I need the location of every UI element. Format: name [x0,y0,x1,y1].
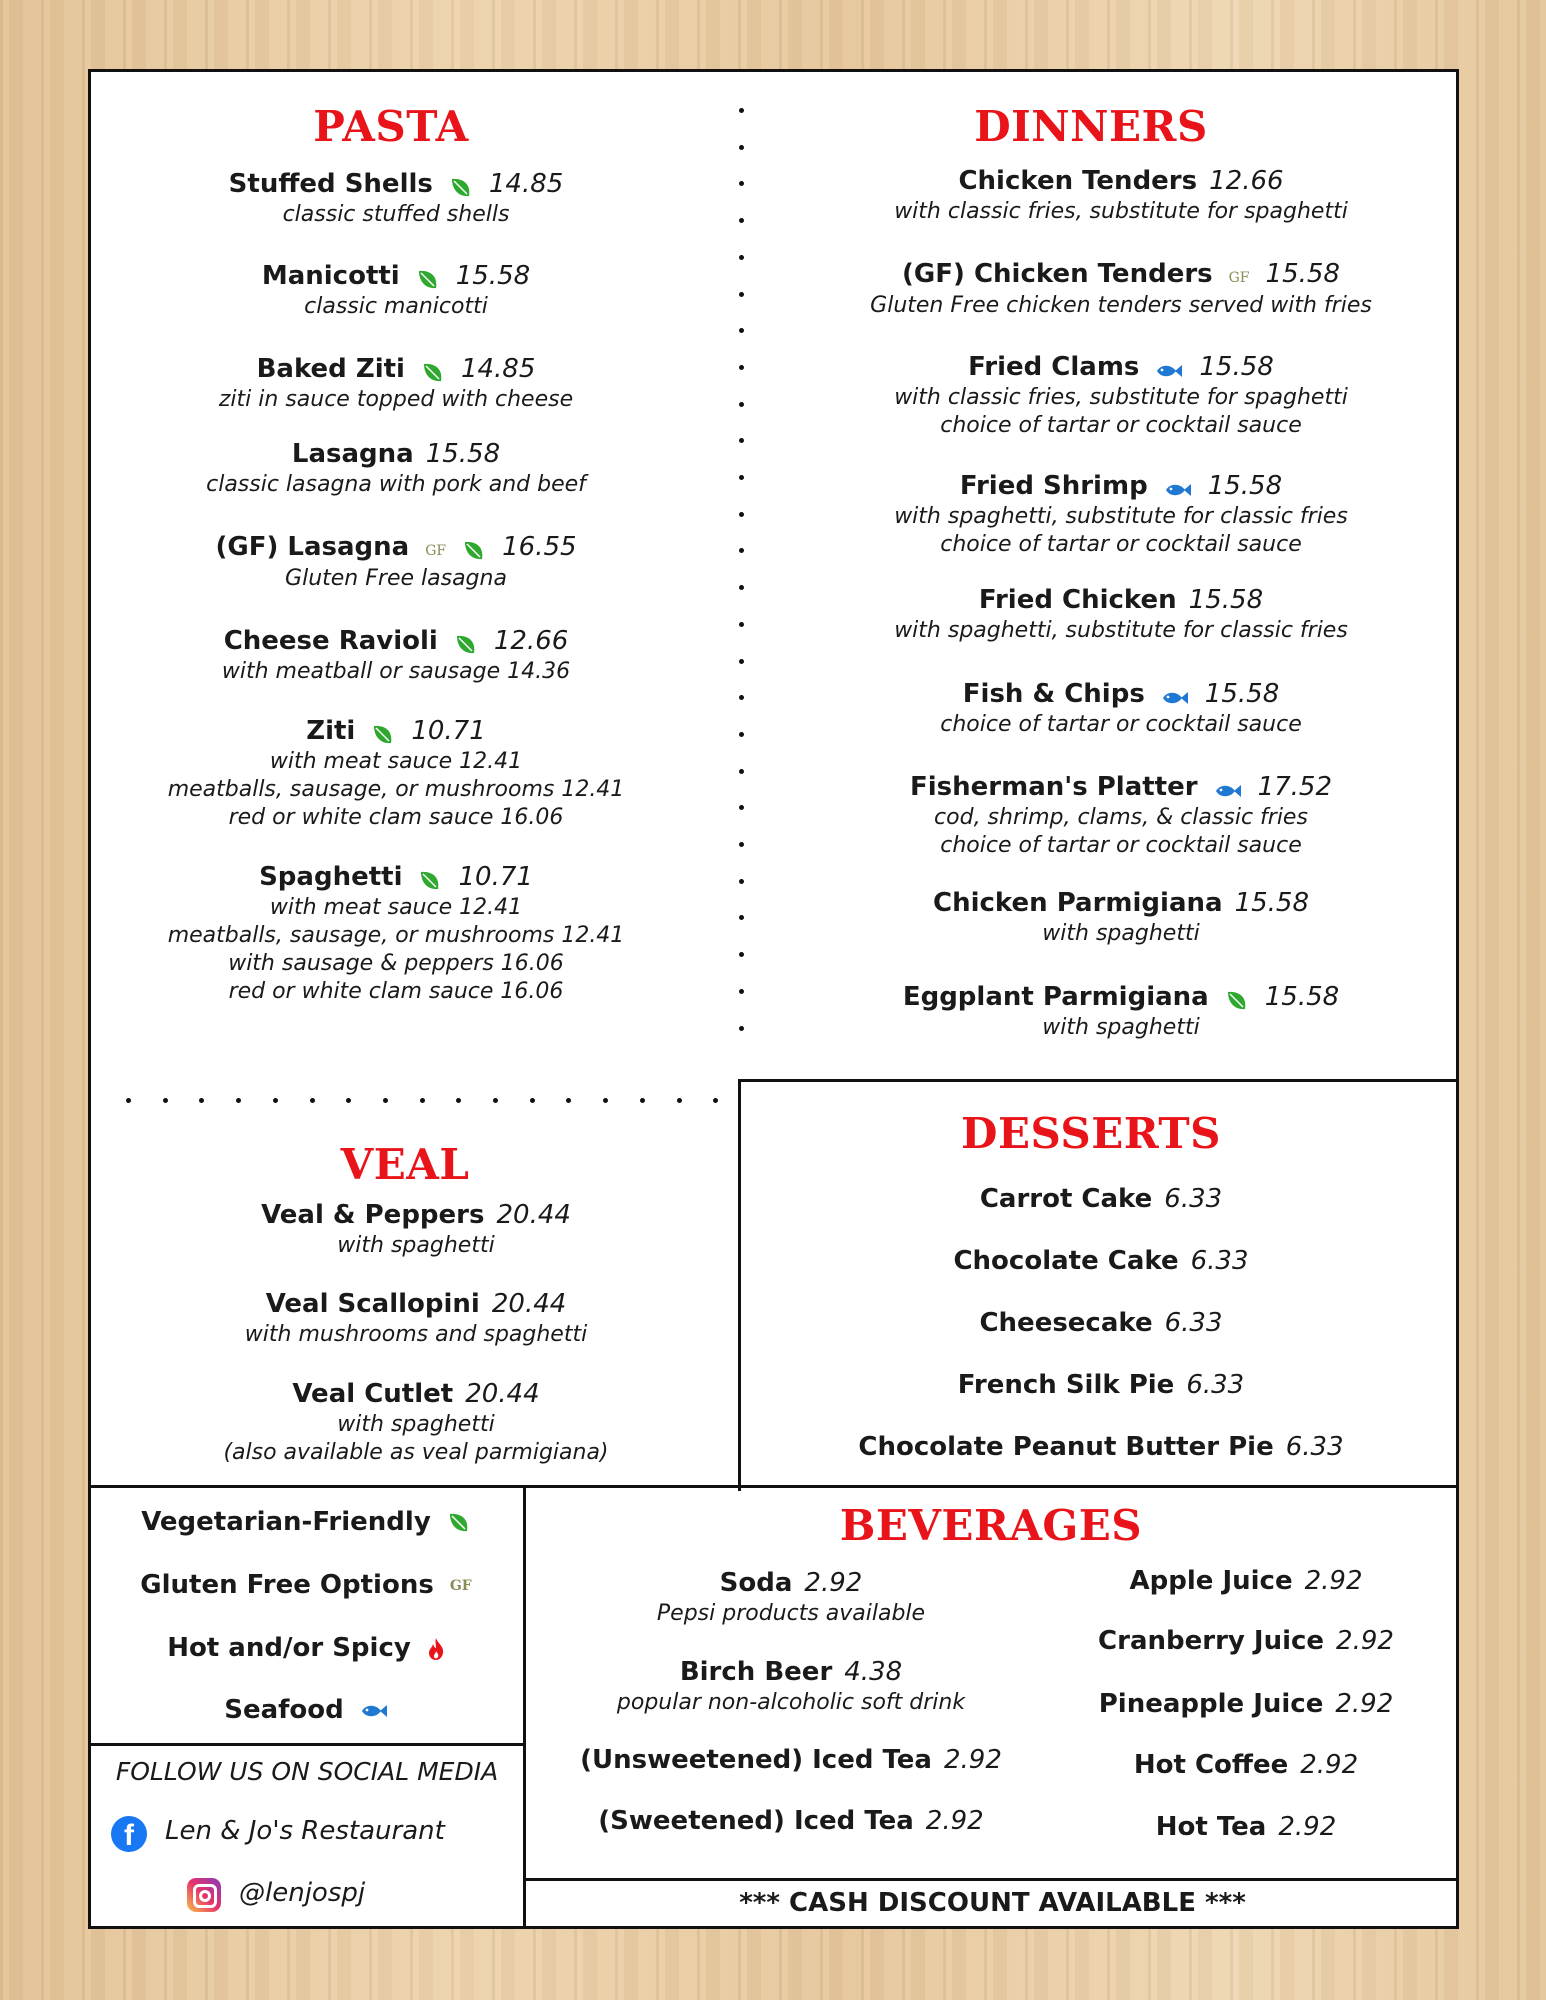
pasta-item [151,863,641,1006]
item-description: with classic fries, substitute for spaghetti [894,385,1348,410]
divider-dot [346,1098,351,1103]
item-name: Pineapple Juice [1098,1689,1324,1719]
item-price: 20.44 [496,1200,571,1230]
dessert-item [781,1371,1421,1402]
legend-item [91,1695,521,1725]
divider-dot [739,842,744,847]
dessert-item [781,1185,1421,1216]
divider-social [91,1743,526,1746]
item-name: Chicken Tenders [958,166,1198,196]
divider-cash [526,1878,1459,1881]
divider-dot [236,1098,241,1103]
item-name: (Sweetened) Iced Tea [598,1806,914,1836]
legend-label: Seafood [224,1695,344,1725]
item-description: with meat sauce 12.41 [269,749,523,774]
item-description: classic stuffed shells [282,202,510,227]
dinner-item [811,773,1431,860]
divider-dot [739,181,744,186]
beverage-item [1051,1690,1441,1721]
item-price: 2.92 [943,1745,1002,1775]
leaf-icon [1225,989,1249,1013]
section-title-veal: VEAL [340,1140,470,1189]
item-price: 2.92 [1278,1812,1337,1842]
divider-dot [310,1098,315,1103]
legend-label: Gluten Free Options [140,1570,434,1600]
divider-dot [126,1098,131,1103]
item-name: (GF) Lasagna [215,532,410,562]
item-price: 2.92 [925,1806,984,1836]
item-price: 15.58 [1207,471,1283,501]
item-name: Chocolate Peanut Butter Pie [858,1432,1274,1462]
item-description: with spaghetti, substitute for classic fries [894,618,1348,643]
leaf-icon [418,869,442,893]
beverage-item [1051,1567,1441,1598]
section-title-desserts: DESSERTS [961,1109,1221,1158]
item-name: Hot Tea [1155,1812,1267,1842]
item-price: 15.58 [1264,982,1340,1012]
item-name: Chocolate Cake [953,1246,1179,1276]
item-description: with sausage & peppers 16.06 [228,951,564,976]
pasta-item [151,533,641,593]
beverage-item [1051,1813,1441,1844]
item-price: 2.92 [1300,1750,1359,1780]
item-name: (Unsweetened) Iced Tea [580,1745,932,1775]
divider-dot [739,622,744,627]
item-price: 16.55 [502,532,577,562]
divider-dot [739,915,744,920]
divider-dot [739,512,744,517]
legend-item [91,1570,521,1600]
section-title-beverages: BEVERAGES [839,1501,1143,1550]
item-name: Fried Chicken [978,585,1177,615]
item-price: 15.58 [1199,352,1274,382]
item-name: Ziti [306,716,356,746]
legend-label: Hot and/or Spicy [167,1633,411,1663]
divider-dot [739,732,744,737]
item-description: with spaghetti [337,1233,495,1258]
leaf-icon [449,176,473,200]
beverage-item [561,1658,1021,1717]
item-price: 2.92 [1304,1566,1363,1596]
flame-icon [427,1637,445,1661]
item-price: 6.33 [1164,1308,1223,1338]
dinner-item [811,586,1431,645]
item-description: with classic fries, substitute for spaghetti [894,199,1348,224]
divider-dot [456,1098,461,1103]
item-price: 20.44 [491,1289,567,1319]
beverage-item [561,1807,1021,1838]
menu-board [88,69,1459,1929]
item-description: Gluten Free chicken tenders served with fries [870,292,1372,318]
item-price: 6.33 [1190,1246,1249,1276]
divider-dot [739,218,744,223]
item-price: 17.52 [1257,772,1332,802]
legend-item [91,1633,521,1663]
divider-dot [739,548,744,553]
leaf-icon [454,633,478,657]
divider-dot [199,1098,204,1103]
dessert-item [781,1247,1421,1278]
item-price: 14.85 [488,169,564,199]
divider-dot [739,769,744,774]
item-description: meatballs, sausage, or mushrooms 12.41 [167,777,625,802]
pasta-item [151,440,641,499]
item-price: 6.33 [1164,1184,1223,1214]
instagram-link[interactable] [187,1876,487,1916]
divider-dot [739,1026,744,1031]
dinner-item [811,472,1431,559]
pasta-item [151,262,641,321]
item-description: classic lasagna with pork and beef [206,472,586,497]
divider-dot [739,585,744,590]
item-description: choice of tartar or cocktail sauce [940,833,1302,858]
divider-dot [566,1098,571,1103]
divider-dot [713,1098,718,1103]
pasta-item [151,170,641,229]
item-name: Cheesecake [979,1308,1153,1338]
instagram-icon [187,1878,221,1912]
item-name: Cheese Ravioli [223,626,438,656]
item-description: with spaghetti [337,1412,495,1437]
divider-dinners-desserts [741,1079,1459,1082]
divider-dot [677,1098,682,1103]
item-description: Pepsi products available [656,1601,926,1626]
pasta-item [151,355,641,414]
divider-dot [739,328,744,333]
item-price: 15.58 [1265,259,1340,289]
leaf-icon [421,361,445,385]
beverage-item [1051,1751,1441,1782]
item-description: Gluten Free lasagna [285,565,507,591]
item-name: Manicotti [261,261,400,291]
item-name: Chicken Parmigiana [933,888,1223,918]
item-description: cod, shrimp, clams, & classic fries [934,805,1308,830]
leaf-icon [462,539,486,563]
item-name: Eggplant Parmigiana [902,982,1209,1012]
item-price: 15.58 [1234,888,1309,918]
instagram-label: @lenjospj [239,1878,366,1908]
item-name: Fried Shrimp [959,471,1148,501]
divider-dot [383,1098,388,1103]
gluten-free-icon: GF [1228,269,1250,286]
item-price: 6.33 [1285,1432,1344,1462]
item-price: 10.71 [411,716,486,746]
item-price: 10.71 [458,862,533,892]
item-price: 15.58 [425,439,501,469]
item-price: 15.58 [1188,585,1264,615]
leaf-icon [371,723,395,747]
item-price: 2.92 [1335,1689,1394,1719]
item-name: Birch Beer [679,1657,833,1687]
beverage-item [1051,1627,1441,1658]
divider-dot [739,255,744,260]
divider-dot [603,1098,608,1103]
facebook-link[interactable] [111,1814,511,1854]
item-name: Soda [719,1568,793,1598]
item-description: with spaghetti [1042,921,1200,946]
divider-dot [739,365,744,370]
item-price: 4.38 [844,1657,903,1687]
item-price: 20.44 [465,1379,540,1409]
item-name: Veal & Peppers [261,1200,485,1230]
item-price: 15.58 [455,261,531,291]
item-name: Hot Coffee [1133,1750,1289,1780]
item-description: with meatball or sausage 14.36 [221,659,571,684]
cash-discount-banner: *** CASH DISCOUNT AVAILABLE *** [739,1888,1246,1918]
fish-icon [1214,782,1242,800]
divider-dot [739,292,744,297]
dinner-item [811,260,1431,320]
item-description: with meat sauce 12.41 [269,895,523,920]
item-name: Veal Cutlet [292,1379,454,1409]
item-description: with mushrooms and spaghetti [244,1322,588,1347]
item-name: Apple Juice [1129,1566,1293,1596]
leaf-icon [416,268,440,292]
item-price: 6.33 [1186,1370,1245,1400]
dinner-item [811,167,1431,226]
divider-dot [739,402,744,407]
item-name: Fried Clams [968,352,1140,382]
item-name: (GF) Chicken Tenders [902,259,1213,289]
beverage-item [561,1746,1021,1777]
veal-item [181,1380,651,1467]
item-name: Fish & Chips [962,679,1145,709]
item-description: choice of tartar or cocktail sauce [940,532,1302,557]
divider-dot [739,659,744,664]
legend-label: Vegetarian-Friendly [141,1507,431,1537]
section-title-dinners: DINNERS [974,102,1208,151]
dinner-item [811,680,1431,739]
item-name: French Silk Pie [957,1370,1175,1400]
fish-icon [1164,481,1192,499]
item-name: Stuffed Shells [228,169,433,199]
veal-item [181,1290,651,1349]
dinner-item [811,983,1431,1042]
fish-icon [1161,689,1189,707]
item-price: 12.66 [493,626,569,656]
item-description: with spaghetti [1042,1015,1200,1040]
dessert-item [781,1309,1421,1340]
fish-icon [1155,362,1183,380]
divider-dot [739,879,744,884]
divider-dot [739,989,744,994]
pasta-item [151,627,641,686]
divider-dot [739,952,744,957]
divider-legend [523,1485,526,1926]
item-description: choice of tartar or cocktail sauce [940,413,1302,438]
item-description: red or white clam sauce 16.06 [228,979,564,1004]
legend-item [91,1507,521,1537]
pasta-item [151,717,641,832]
item-price: 2.92 [1336,1626,1394,1656]
facebook-label: Len & Jo's Restaurant [165,1816,445,1846]
item-price: 12.66 [1209,166,1284,196]
item-price: 15.58 [1204,679,1280,709]
dinner-item [811,353,1431,440]
divider-dot [163,1098,168,1103]
item-name: Cranberry Juice [1098,1626,1325,1656]
item-name: Veal Scallopini [265,1289,480,1319]
item-description: red or white clam sauce 16.06 [228,805,564,830]
divider-dot [739,438,744,443]
veal-item [181,1201,651,1260]
section-title-pasta: PASTA [313,102,469,151]
social-heading: FOLLOW US ON SOCIAL MEDIA [115,1757,499,1786]
divider-dot [739,805,744,810]
divider-dot [739,475,744,480]
divider-dot [273,1098,278,1103]
item-description: with spaghetti, substitute for classic fries [894,504,1348,529]
dinner-item [811,889,1431,948]
item-description: popular non-alcoholic soft drink [616,1690,966,1715]
item-price: 2.92 [804,1568,863,1598]
item-name: Lasagna [291,439,414,469]
item-name: Carrot Cake [979,1184,1153,1214]
item-price: 14.85 [460,354,536,384]
item-description: classic manicotti [304,294,488,319]
divider-dot [530,1098,535,1103]
item-description: ziti in sauce topped with cheese [218,387,574,412]
item-name: Baked Ziti [256,354,405,384]
divider-dot [493,1098,498,1103]
item-description: (also available as veal parmigiana) [223,1440,609,1465]
fish-icon [360,1702,388,1720]
divider-bottom [91,1485,1459,1488]
item-description: choice of tartar or cocktail sauce [940,712,1302,737]
beverage-item [561,1569,1021,1628]
divider-dot [420,1098,425,1103]
facebook-icon: f [111,1816,147,1852]
gluten-free-icon: GF [449,1577,472,1594]
divider-dot [640,1098,645,1103]
leaf-icon [447,1511,471,1535]
divider-dot [739,695,744,700]
item-name: Fisherman's Platter [909,772,1198,802]
item-description: meatballs, sausage, or mushrooms 12.41 [167,923,625,948]
gluten-free-icon: GF [425,542,447,559]
dessert-item [781,1433,1421,1464]
item-name: Spaghetti [259,862,403,892]
